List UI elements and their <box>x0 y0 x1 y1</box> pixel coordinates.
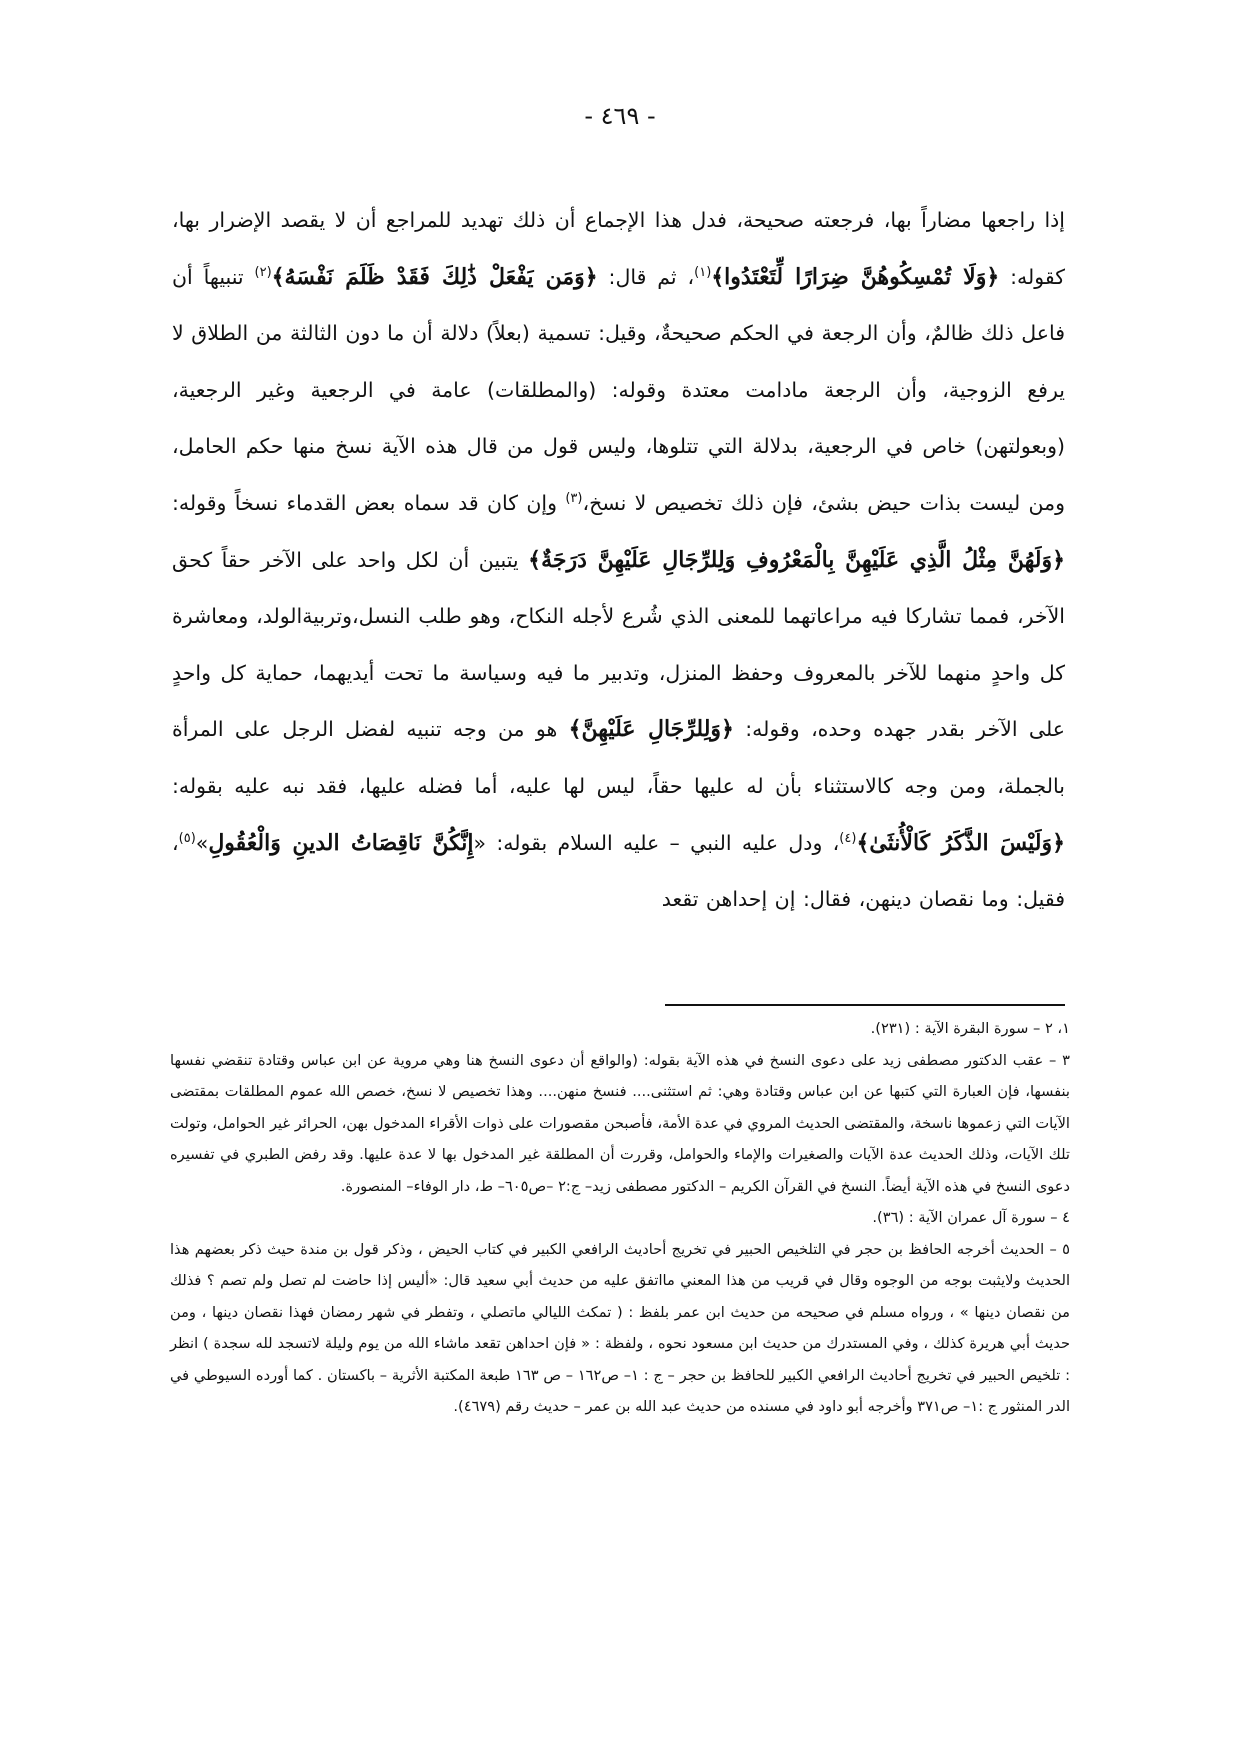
footnote-4: ٤ – سورة آل عمران الآية : (٣٦). <box>872 1209 1070 1226</box>
footnotes <box>170 1013 1070 1423</box>
footnote-ref: (٢) <box>254 264 272 280</box>
quran-verse: ﴿وَلَا تُمْسِكُوهُنَّ ضِرَارًا لِّتَعْتَدُوا﴾ <box>711 263 1000 290</box>
footnote-3: ٣ – عقب الدكتور مصطفى زيد على دعوى النسخ في هذه الآية بقوله: (والواقع أن دعوى النسخ هنا وهي مروية عن ابن عباس وقتادة تنقضي نفسها بنفسها، فإن العبارة التي كتبها عن ابن عباس وقتادة وهي: ثم استثنى.... فنسخ منهن.... وهذا تخصيص لا نسخ، خصص الله عموم المطلقات بمقتضى الآيات التي زعموها ناسخة، والمقتضى الحديث المروي في عدة الأمة، فأصبحن مقصورات على ذوات الأقراء المدخول بهن، الحرائر غير الحوامل، وتولت تلك الآيات، وذلك الحديث عدة الآيات والصغيرات والإماء والحوامل، وقررت أن المطلقة غير المدخول بها لا عدة عليها. وقد رفض الطبري في تفسيره دعوى النسخ في هذه الآية أيضاً. النسخ في القرآن الكريم – الدكتور مصطفى زيد– ج:٢ –ص٦٠٥– ط، دار الوفاء– المنصورة. <box>170 1051 1070 1195</box>
footnote-ref: (٥) <box>178 830 196 846</box>
quran-verse: ﴿وَلَهُنَّ مِثْلُ الَّذِي عَلَيْهِنَّ بِالْمَعْرُوفِ وَلِلرِّجَالِ عَلَيْهِنَّ دَرَجَةٌ﴾ <box>528 546 1065 573</box>
main-paragraph <box>172 192 1065 928</box>
text-run: يتبين أن لكل واحد على الآخر حقاً كحق الآخر، فمما تشاركا فيه مراعاتهما للمعنى الذي شُرع لأجله النكاح، وهو طلب النسل،وتربيةالولد، ومعاشرة كل واحدٍ منهما للآخر بالمعروف وحفظ المنزل، وتدبير ما فيه وسياسة ما تحت أيديهما، حماية كل واحدٍ على الآخر بقدر جهده وحده، وقوله: <box>172 547 1066 742</box>
hadith-quote: إِنَّكُنَّ نَاقِصَاتُ الدينِ وَالْعُقُولِ <box>208 829 474 856</box>
text-run: تنبيهاً أن فاعل ذلك ظالمٌ، وأن الرجعة في الحكم صحيحةٌ، وقيل: تسمية (بعلاً) دلالة أن ما دون الثالثة من الطلاق لا يرفع الزوجية، وأن الرجعة مادامت معتدة وقوله: (والمطلقات) عامة في الرجعية وغير الرجعية، (وبعولتهن) خاص في الرجعية، بدلالة التي تتلوها، وليس قول من قال هذه الآية نسخ منها حكم الحامل، ومن ليست بذات حيض بشئ، فإن ذلك تخصيص لا نسخ، <box>172 264 1065 515</box>
quran-verse: ﴿وَلَيْسَ الذَّكَرُ كَالْأُنثَىٰ﴾ <box>856 829 1065 856</box>
footnote-ref: (١) <box>694 264 712 280</box>
text-run: » <box>195 830 209 855</box>
footnote-5: ٥ – الحديث أخرجه الحافظ بن حجر في التلخيص الحبير في تخريج أحاديث الرافعي الكبير في كتاب الحيض ، وذكر قول بن مندة حيث ذكر بعضهم هذا الحديث ولايثبت بوجه من الوجوه وقال في قريب من هذا المعني مااتفق عليه من حديث أبي سعيد قال: «أليس إذا حاضت لم تصل ولم تصم ؟ فذلك من نقصان دينها » ، ورواه مسلم في صحيحه من حديث ابن عمر بلفظ : ( تمكث الليالي ماتصلي ، وتفطر في شهر رمضان فهذا نقصان دينها ، ومن حديث أبي هريرة كذلك ، وفي المستدرك من حديث ابن مسعود نحوه ، ولفظة : « فإن احداهن تقعد ماشاء الله من يوم وليلة لاتسجد لله سجدة ) انظر : تلخيص الحبير في تخريج أحاديث الرافعي الكبير للحافظ بن حجر – ج : ١– ص١٦٢ – ص ١٦٣ طبعة المكتبة الأثرية – باكستان . كما أورده السيوطي في الدر المنثور ج :١– ص٣٧١ وأخرجه أبو داود في مسنده من حديث عبد الله بن عمر – حديث رقم (٤٦٧٩). <box>170 1240 1071 1415</box>
footnote-ref: (٣) <box>565 491 583 507</box>
footnote-divider <box>665 1004 1065 1006</box>
text-run: ، فقيل: وما نقصان دينهن، فقال: إن إحداهن تقعد <box>172 830 1065 912</box>
quran-verse: ﴿وَلِلرِّجَالِ عَلَيْهِنَّ﴾ <box>568 716 734 743</box>
text-run: ، ودل عليه النبي – عليه السلام بقوله: « <box>473 830 840 855</box>
text-run: وإن كان قد سماه بعض القدماء نسخاً وقوله: <box>172 490 566 515</box>
footnote-ref: (٤) <box>839 830 857 846</box>
quran-verse: ﴿وَمَن يَفْعَلْ ذَٰلِكَ فَقَدْ ظَلَمَ نَفْسَهُ﴾ <box>271 263 598 290</box>
text-run: هو من وجه تنبيه لفضل الرجل على المرأة بالجملة، ومن وجه كالاستثناء بأن له عليها حقاً، ليس لها عليه، أما فضله عليها، فقد نبه عليه بقوله: <box>172 717 1065 798</box>
text-run: إذا راجعها مضاراً بها، فرجعته صحيحة، فدل هذا الإجماع أن ذلك تهديد للمراجع أن لا يقصد الإضرار بها، كقوله: <box>172 208 1065 289</box>
footnote-1-2: ١، ٢ – سورة البقرة الآية : (٢٣١). <box>870 1020 1070 1037</box>
text-run: ، ثم قال: <box>597 264 695 289</box>
page-number: - ٤٦٩ - <box>584 102 656 130</box>
main-text <box>172 192 1065 928</box>
